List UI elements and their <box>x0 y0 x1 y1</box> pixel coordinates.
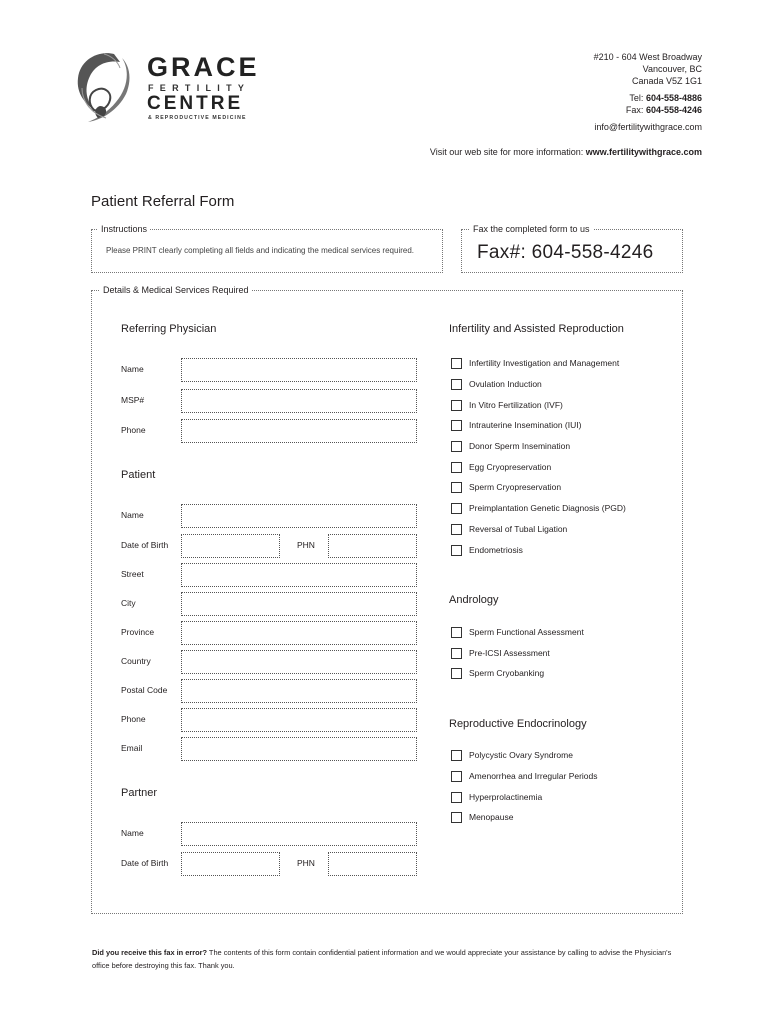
option-label: Hyperprolactinemia <box>469 792 543 802</box>
address-line-2: Vancouver, BC <box>642 64 702 74</box>
patient-name-label: Name <box>121 510 144 520</box>
partner-name-field[interactable] <box>181 822 417 846</box>
checkbox-infertility-4[interactable] <box>451 441 462 452</box>
partner-dob-label: Date of Birth <box>121 858 169 868</box>
physician-phone-field[interactable] <box>181 419 417 443</box>
partner-phn-field[interactable] <box>328 852 417 876</box>
option-label: In Vitro Fertilization (IVF) <box>469 400 563 410</box>
option-label: Donor Sperm Insemination <box>469 441 571 451</box>
partner-dob-field[interactable] <box>181 852 280 876</box>
address-line-3: Canada V5Z 1G1 <box>631 76 702 86</box>
physician-name-field[interactable] <box>181 358 417 382</box>
checkbox-infertility-7[interactable] <box>451 503 462 514</box>
logo-tagline: & REPRODUCTIVE MEDICINE <box>148 115 247 121</box>
physician-phone-label: Phone <box>121 425 146 435</box>
patient-phn-label: PHN <box>297 540 315 550</box>
option-label: Endometriosis <box>469 545 523 555</box>
checkbox-endocrinology-2[interactable] <box>451 792 462 803</box>
instructions-box <box>91 224 443 273</box>
fax-box-legend: Fax the completed form to us <box>470 224 593 235</box>
option-label: Reversal of Tubal Ligation <box>469 524 568 534</box>
physician-name-label: Name <box>121 364 144 374</box>
referring-physician-heading: Referring Physician <box>121 323 217 335</box>
patient-phone-field[interactable] <box>181 708 417 732</box>
patient-email-label: Email <box>121 743 143 753</box>
patient-country-label: Country <box>121 656 151 666</box>
details-legend: Details & Medical Services Required <box>100 285 252 296</box>
fax-error-question: Did you receive this fax in error? <box>92 948 208 957</box>
visit-line <box>430 147 702 158</box>
andrology-heading: Andrology <box>449 594 499 606</box>
option-label: Menopause <box>469 812 514 822</box>
partner-name-label: Name <box>121 828 144 838</box>
fax-number: 604-558-4246 <box>645 105 702 115</box>
patient-phone-label: Phone <box>121 714 146 724</box>
logo-name-2: CENTRE <box>147 93 244 114</box>
checkbox-endocrinology-1[interactable] <box>451 771 462 782</box>
option-label: Sperm Cryopreservation <box>469 482 562 492</box>
address-fax <box>626 105 702 116</box>
fax-big-number: Fax#: 604-558-4246 <box>477 242 654 263</box>
partner-heading: Partner <box>121 787 158 799</box>
checkbox-andrology-1[interactable] <box>451 648 462 659</box>
patient-province-label: Province <box>121 627 155 637</box>
option-label: Sperm Functional Assessment <box>469 627 584 637</box>
checkbox-infertility-2[interactable] <box>451 400 462 411</box>
option-label: Amenorrhea and Irregular Periods <box>469 771 598 781</box>
tel-number: 604-558-4886 <box>645 93 702 103</box>
partner-phn-label: PHN <box>297 858 315 868</box>
patient-name-field[interactable] <box>181 504 417 528</box>
option-label: Preimplantation Genetic Diagnosis (PGD) <box>469 503 626 513</box>
address-line-1: #210 - 604 West Broadway <box>593 52 702 62</box>
checkbox-infertility-9[interactable] <box>451 545 462 556</box>
visit-text: Visit our web site for more information: <box>429 147 584 157</box>
instructions-legend: Instructions <box>98 224 150 235</box>
patient-street-label: Street <box>121 569 144 579</box>
patient-postal-label: Postal Code <box>121 685 168 695</box>
checkbox-endocrinology-0[interactable] <box>451 750 462 761</box>
option-label: Egg Cryopreservation <box>469 462 552 472</box>
checkbox-endocrinology-3[interactable] <box>451 812 462 823</box>
grace-logo-mark-icon <box>68 48 134 126</box>
fax-box <box>461 224 683 273</box>
checkbox-infertility-1[interactable] <box>451 379 462 390</box>
checkbox-infertility-0[interactable] <box>451 358 462 369</box>
physician-msp-field[interactable] <box>181 389 417 413</box>
checkbox-infertility-3[interactable] <box>451 420 462 431</box>
patient-heading: Patient <box>121 469 156 481</box>
checkbox-andrology-2[interactable] <box>451 668 462 679</box>
physician-msp-label: MSP# <box>121 395 145 405</box>
patient-country-field[interactable] <box>181 650 417 674</box>
patient-street-field[interactable] <box>181 563 417 587</box>
patient-city-label: City <box>121 598 136 608</box>
instructions-text: Please PRINT clearly completing all fields and indicating the medical services required. <box>106 246 414 255</box>
patient-city-field[interactable] <box>181 592 417 616</box>
patient-postal-field[interactable] <box>181 679 417 703</box>
patient-email-field[interactable] <box>181 737 417 761</box>
logo-name: GRACE <box>147 52 260 82</box>
logo-subtitle: FERTILITY <box>148 83 251 93</box>
option-label: Polycystic Ovary Syndrome <box>469 750 573 760</box>
option-label: Ovulation Induction <box>469 379 542 389</box>
address-email: info@fertilitywithgrace.com <box>594 122 702 132</box>
fax-error-notice <box>92 946 682 972</box>
patient-dob-field[interactable] <box>181 534 280 558</box>
option-label: Sperm Cryobanking <box>469 668 545 678</box>
endocrinology-heading: Reproductive Endocrinology <box>449 718 587 730</box>
form-title: Patient Referral Form <box>91 193 235 210</box>
patient-dob-label: Date of Birth <box>121 540 169 550</box>
checkbox-infertility-6[interactable] <box>451 482 462 493</box>
option-label: Intrauterine Insemination (IUI) <box>469 420 582 430</box>
checkbox-infertility-5[interactable] <box>451 462 462 473</box>
address-tel <box>629 93 702 104</box>
option-label: Infertility Investigation and Management <box>469 358 620 368</box>
patient-phn-field[interactable] <box>328 534 417 558</box>
checkbox-andrology-0[interactable] <box>451 627 462 638</box>
tel-label: Tel: <box>629 93 644 103</box>
patient-province-field[interactable] <box>181 621 417 645</box>
website-link[interactable]: www.fertilitywithgrace.com <box>585 147 702 157</box>
infertility-heading: Infertility and Assisted Reproduction <box>449 323 624 335</box>
checkbox-infertility-8[interactable] <box>451 524 462 535</box>
option-label: Pre-ICSI Assessment <box>469 648 550 658</box>
fax-label: Fax: <box>625 105 644 115</box>
fax-error-text: The contents of this form contain confidential patient information and we would appreciate your assistance by calling to advise the Physician's office before destroying this fax. Thank you. <box>92 948 672 970</box>
